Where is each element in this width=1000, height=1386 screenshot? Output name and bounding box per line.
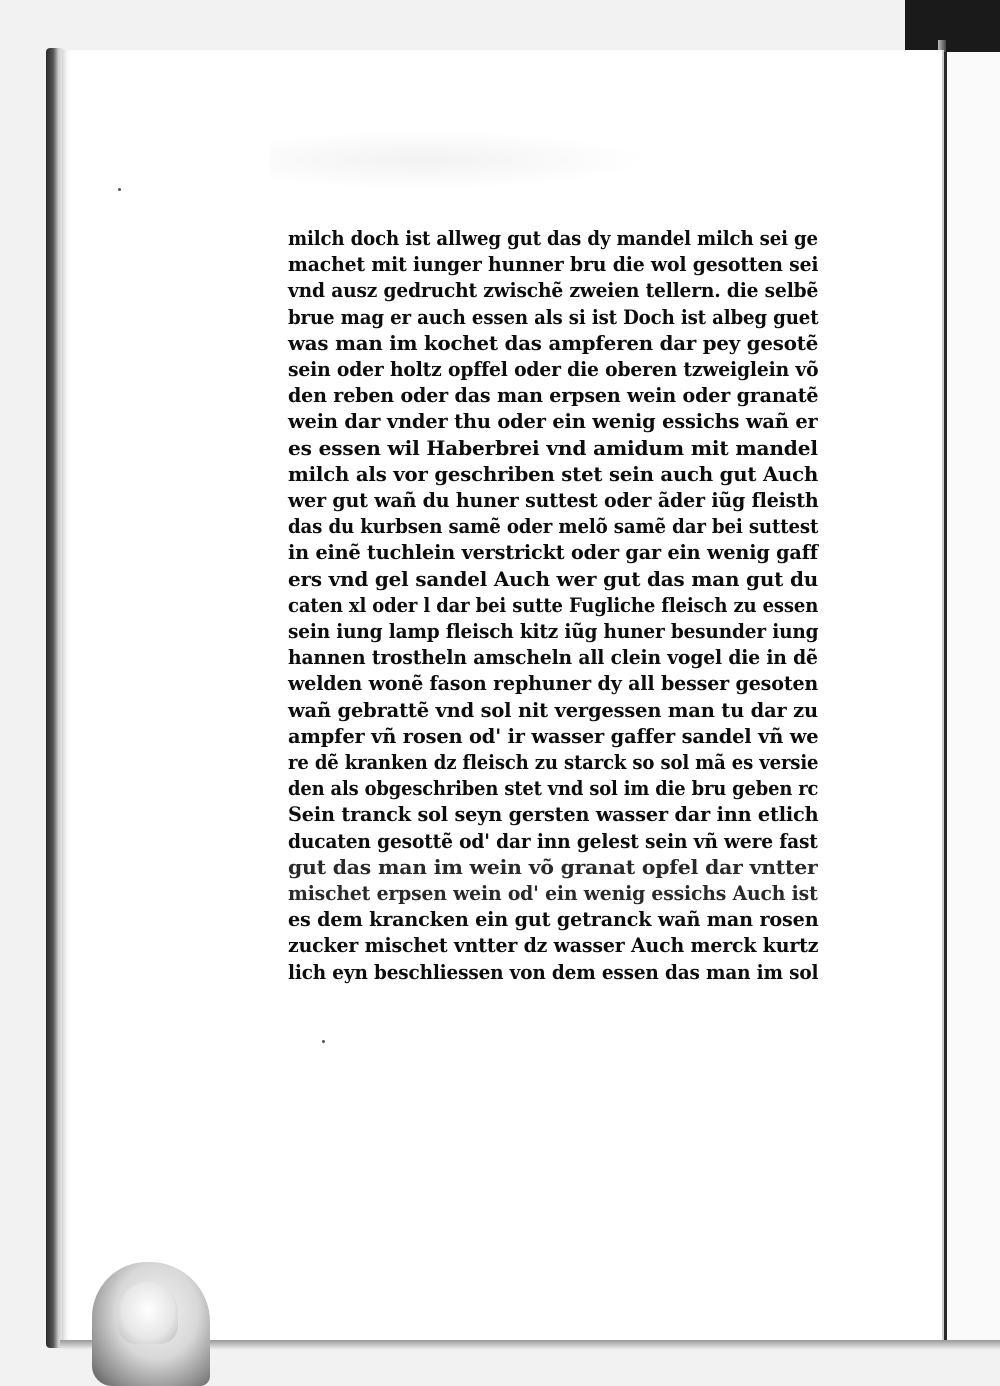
- text-block: [288, 226, 818, 986]
- text-line: lich eyn beschliessen von dem essen das man im sol: [288, 960, 819, 984]
- text-line: zucker mischet vntter dz wasser Auch merck kurtz: [288, 934, 819, 958]
- text-line: machet mit iunger hunner bru die wol gesotten sei: [288, 253, 819, 277]
- text-line: das du kurbsen samẽ oder melõ samẽ dar bei suttest: [288, 515, 819, 539]
- text-line: gut das man im wein võ granat opfel dar vntter: [288, 855, 818, 879]
- text-line: den als obgeschriben stet vnd sol im die bru geben rc: [288, 777, 819, 801]
- paper-speck: [322, 1040, 325, 1043]
- facing-page: [944, 52, 1000, 1347]
- text-line: mischet erpsen wein od' ein wenig essichs Auch ist: [288, 882, 818, 906]
- text-line: sein oder holtz opffel oder die oberen tzweiglein võ: [288, 358, 819, 382]
- text-line: wein dar vnder thu oder ein wenig essichs wañ er: [288, 410, 818, 434]
- text-line: hannen trostheln amscheln all clein vogel die in dẽ: [288, 646, 818, 670]
- text-line: milch als vor geschriben stet sein auch gut Auch: [288, 462, 819, 486]
- text-line: wer gut wañ du huner suttest oder ãder iũg fleisth: [288, 489, 819, 513]
- text-line: vnd ausz gedrucht zwischẽ zweien tellern. die selbẽ: [288, 279, 819, 303]
- paper-speck: [118, 188, 121, 191]
- show-through-marks: [270, 130, 650, 190]
- text-line: Sein tranck sol seyn gersten wasser dar inn etlich: [288, 803, 819, 827]
- text-line: welden wonẽ fason rephuner dy all besser gesoten: [288, 672, 819, 696]
- text-line: ducaten gesottẽ od' dar inn gelest sein vñ were fast: [288, 829, 818, 853]
- text-line: wañ gebrattẽ vnd sol nit vergessen man tu dar zu: [288, 698, 818, 722]
- text-line: es essen wil Haberbrei vnd amidum mit mandel: [288, 436, 818, 460]
- thumb-nail: [118, 1282, 178, 1344]
- text-line: was man im kochet das ampferen dar pey gesotẽ: [288, 331, 819, 355]
- text-line: re dẽ kranken dz fleisch zu starck so sol mã es versie: [288, 751, 819, 775]
- text-line: den reben oder das man erpsen wein oder granatẽ: [288, 384, 819, 408]
- text-line: sein iung lamp fleisch kitz iũg huner besunder iung: [288, 620, 819, 644]
- text-line: brue mag er auch essen als si ist Doch ist albeg guet: [288, 305, 819, 329]
- text-line: caten xl oder l dar bei sutte Fugliche fleisch zu essen: [288, 593, 819, 617]
- text-line: milch doch ist allweg gut das dy mandel milch sei ge: [288, 227, 818, 250]
- text-line: es dem krancken ein gut getranck wañ man rosen: [288, 908, 819, 932]
- text-line: in einẽ tuchlein verstrickt oder gar ein wenig gaff: [288, 541, 818, 565]
- text-line: ampfer vñ rosen od' ir wasser gaffer sandel vñ we: [288, 724, 819, 748]
- text-line: ers vnd gel sandel Auch wer gut das man gut du: [288, 567, 819, 591]
